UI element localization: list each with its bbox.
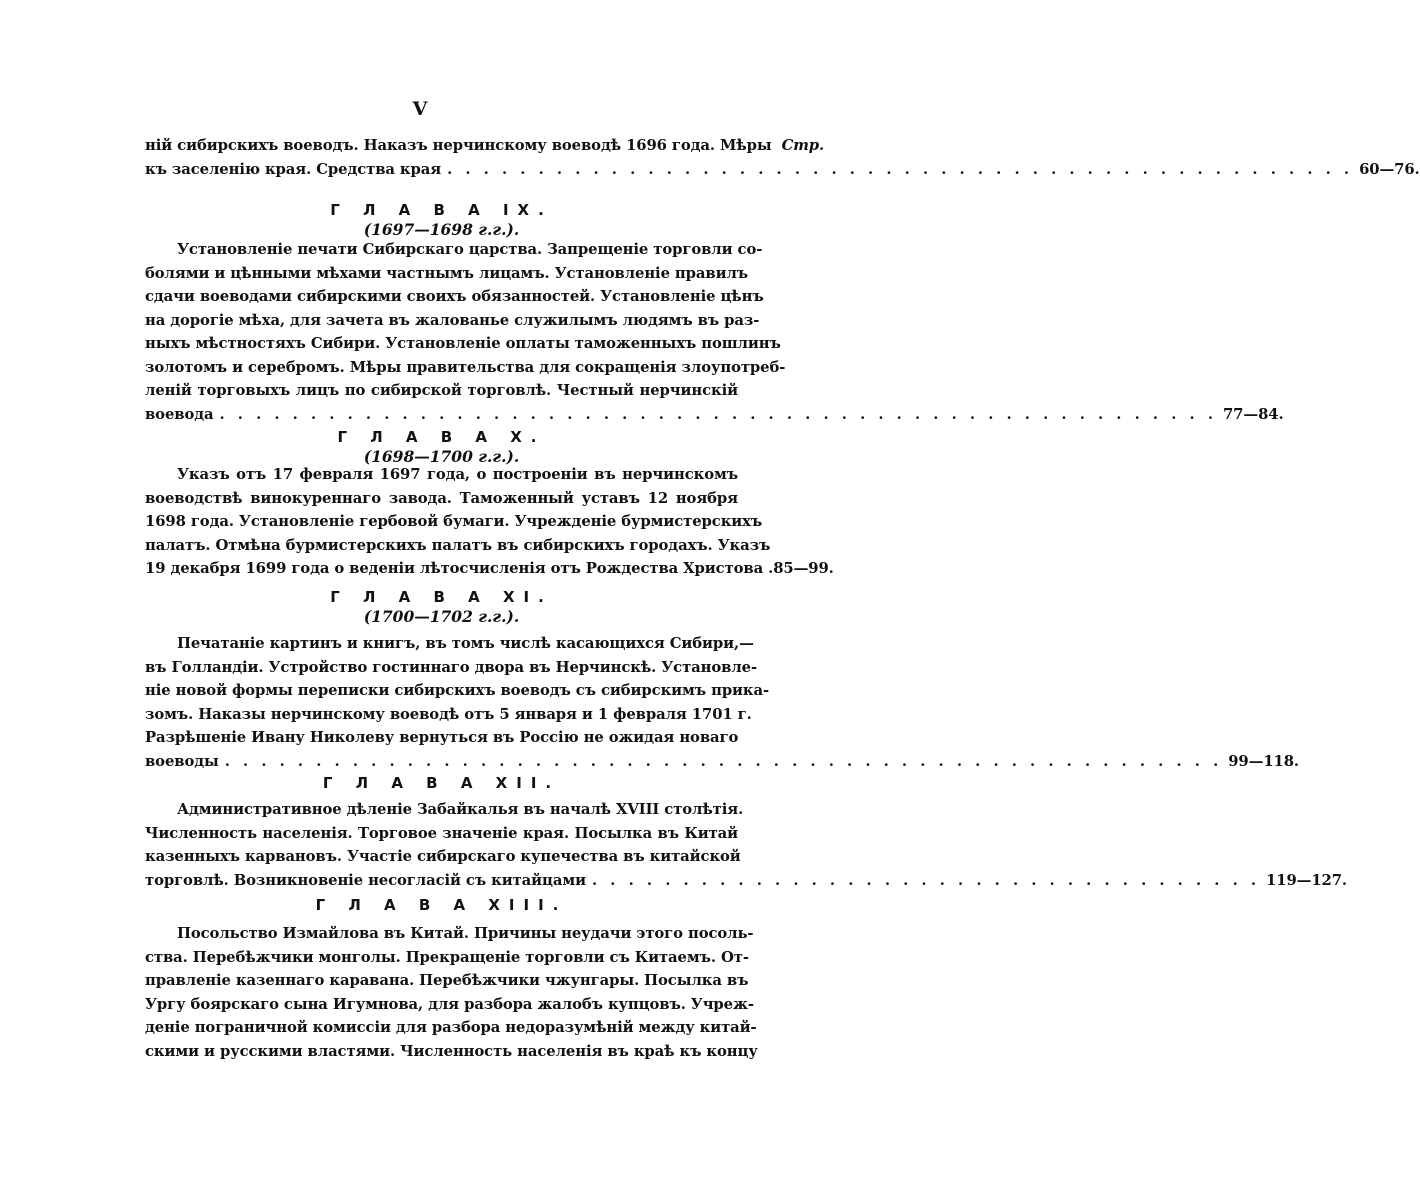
body-line: Печатаніе картинъ и книгъ, въ томъ числѣ касающихся Сибири,—	[177, 635, 754, 652]
body-line: зомъ. Наказы нерчинскому воеводѣ отъ 5 января и 1 февраля 1701 г.	[145, 705, 752, 723]
body-line: золотомъ и серебромъ. Мѣры правительства для сокращенія злоупотреб-	[145, 358, 786, 376]
leader-dots: . . . . . . . . . . . . . . . . . . . . . . . . . . . . . . . . . . . . .	[591, 871, 1261, 889]
body-line: палатъ. Отмѣна бурмистерскихъ палатъ въ сибирскихъ городахъ. Указъ	[145, 536, 771, 554]
body-line: ніе новой формы переписки сибирскихъ воеводъ съ сибирскимъ прика-	[145, 682, 770, 699]
body-line: казенныхъ карвановъ. Участіе сибирскаго купечества въ китайской	[145, 848, 741, 865]
body-line: на дорогіе мѣха, для зачета въ жалованье служилымъ людямъ въ раз-	[145, 311, 760, 329]
leader-dots: . . . . . . . . . . . . . . . . . . . . . . . . . . . . . . . . . . . . . . . . . . . . . . . . . . . . . . .	[224, 752, 1223, 770]
body-last-line	[145, 403, 1284, 427]
body-last-line	[145, 869, 1347, 893]
intro-line-2-text: къ заселенію края. Средства края	[145, 160, 442, 178]
chapter-heading-xi: Г Л А В А XI.	[330, 588, 553, 606]
body-line: скими и русскими властями. Численность населенія въ краѣ къ концу	[145, 1042, 758, 1060]
body-line: Разрѣшеніе Ивану Николеву вернуться въ Россію не ожидая новаго	[145, 729, 739, 746]
page-range: 119—127.	[1266, 871, 1347, 889]
intro-block	[145, 134, 1420, 181]
page-range: 60—76.	[1359, 160, 1420, 178]
page-range: 77—84.	[1222, 405, 1284, 423]
chapter-body-xiii	[145, 922, 758, 1063]
chapter-body-xi	[145, 632, 1299, 773]
body-line: ныхъ мѣстностяхъ Сибири. Установленіе оплаты таможенныхъ пошлинъ	[145, 335, 781, 352]
body-last-line-text: торговлѣ. Возникновеніе несогласій съ китайцами	[145, 871, 586, 889]
body-last-line	[145, 750, 1299, 774]
chapter-heading-ix: Г Л А В А IX.	[330, 201, 553, 219]
leader-dots: . . . . . . . . . . . . . . . . . . . . . . . . . . . . . . . . . . . . . . . . . . . . . . . . . . . . . . .	[219, 405, 1217, 423]
chapter-years-x: (1698—1700 г.г.).	[363, 447, 520, 466]
chapter-body-x	[145, 463, 834, 581]
body-line: болями и цѣнными мѣхами частнымъ лицамъ. Установленіе правилъ	[145, 264, 749, 282]
page-column-label: Стр.	[781, 137, 825, 154]
body-line: Указъ отъ 17 февраля 1697 года, о построеніи въ нерчинскомъ	[177, 466, 738, 483]
leader-dots: . . . . . . . . . . . . . . . . . . . . . . . . . . . . . . . . . . . . . . . . . . . . . . . . . .	[447, 160, 1354, 178]
body-last-line-text: воевода	[145, 405, 214, 423]
body-last-line-text: 19 декабря 1699 года о веденіи лѣтосчисленія отъ Рождества Христова .	[145, 560, 774, 577]
page-range: 85—99.	[773, 560, 834, 577]
chapter-heading-xii: Г Л А В А XII.	[322, 774, 561, 792]
body-line: Ургу боярскаго сына Игумнова, для разбора жалобъ купцовъ. Учреж-	[145, 995, 754, 1013]
body-last-line	[145, 557, 834, 581]
body-line: Установленіе печати Сибирскаго царства. Запрещеніе торговли со-	[177, 241, 763, 258]
body-line: Численность населенія. Торговое значеніе края. Посылка въ Китай	[145, 824, 738, 842]
body-last-line-text: воеводы	[145, 752, 219, 770]
body-line: ства. Перебѣжчики монголы. Прекращеніе торговли съ Китаемъ. От-	[145, 948, 749, 966]
chapter-body-ix	[145, 238, 1284, 426]
body-line: леній торговыхъ лицъ по сибирской торговлѣ. Честный нерчинскій	[145, 382, 738, 399]
chapter-heading-xiii: Г Л А В А XIII.	[315, 896, 568, 914]
intro-line-1	[145, 134, 825, 158]
chapter-body-xii	[145, 798, 1347, 892]
chapter-years-xi: (1700—1702 г.г.).	[363, 607, 520, 626]
body-line: правленіе казеннаго каравана. Перебѣжчики чжунгары. Посылка въ	[145, 972, 749, 989]
page-number: V	[412, 98, 428, 120]
intro-line-2	[145, 158, 1420, 182]
chapter-heading-x: Г Л А В А X.	[337, 428, 546, 446]
body-line: Административное дѣленіе Забайкалья въ началѣ XVIII столѣтія.	[177, 801, 744, 818]
chapter-years-ix: (1697—1698 г.г.).	[363, 220, 520, 239]
body-line: Посольство Измайлова въ Китай. Причины неудачи этого посоль-	[177, 925, 754, 942]
body-line: 1698 года. Установленіе гербовой бумаги. Учрежденіе бурмистерскихъ	[145, 513, 763, 530]
body-line: въ Голландіи. Устройство гостиннаго двора въ Нерчинскѣ. Установле-	[145, 658, 758, 676]
body-line: деніе пограничной комиссіи для разбора недоразумѣній между китай-	[145, 1019, 757, 1036]
intro-line-1-text: ній сибирскихъ воеводъ. Наказъ нерчинскому воеводѣ 1696 года. Мѣры	[145, 137, 772, 154]
body-line: сдачи воеводами сибирскими своихъ обязанностей. Установленіе цѣнъ	[145, 288, 764, 305]
body-line: воеводствѣ винокуреннаго завода. Таможенный уставъ 12 ноября	[145, 489, 738, 507]
page-range: 99—118.	[1228, 752, 1299, 770]
